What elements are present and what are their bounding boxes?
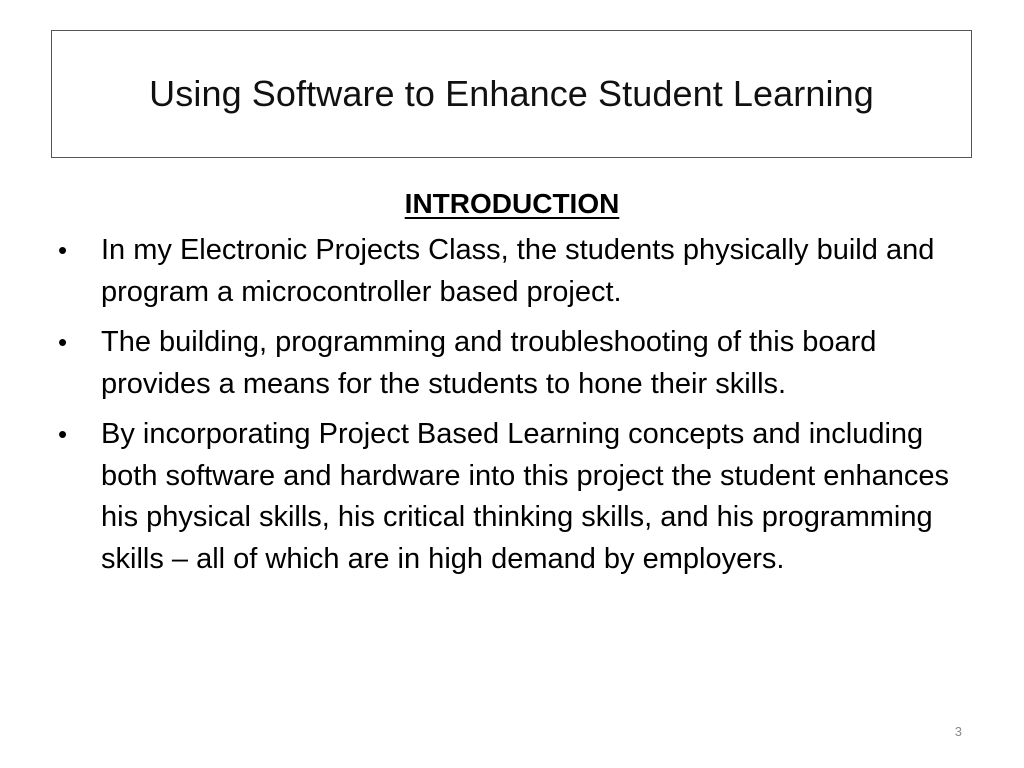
bullet-text: By incorporating Project Based Learning concepts and including both software and hardware into this project the student enhances his physical skills, his critical thinking skills, and his programming skills – all of which are in high demand by employers. <box>101 418 949 575</box>
slide-title: Using Software to Enhance Student Learning <box>149 73 874 114</box>
bullet-text: The building, programming and troubleshooting of this board provides a means for the students to hone their skills. <box>101 326 877 400</box>
title-box <box>51 30 972 158</box>
bullet-item <box>52 322 972 405</box>
slide-body <box>52 180 972 589</box>
bullet-item <box>52 230 972 313</box>
bullet-icon: • <box>58 419 68 449</box>
bullet-text: In my Electronic Projects Class, the students physically build and program a microcontroller based project. <box>101 234 935 308</box>
bullet-item <box>52 414 972 580</box>
section-heading: INTRODUCTION <box>404 188 620 219</box>
bullet-icon: • <box>58 235 68 265</box>
bullet-list <box>52 230 972 580</box>
bullet-icon: • <box>58 327 68 357</box>
page-number: 3 <box>954 724 962 739</box>
